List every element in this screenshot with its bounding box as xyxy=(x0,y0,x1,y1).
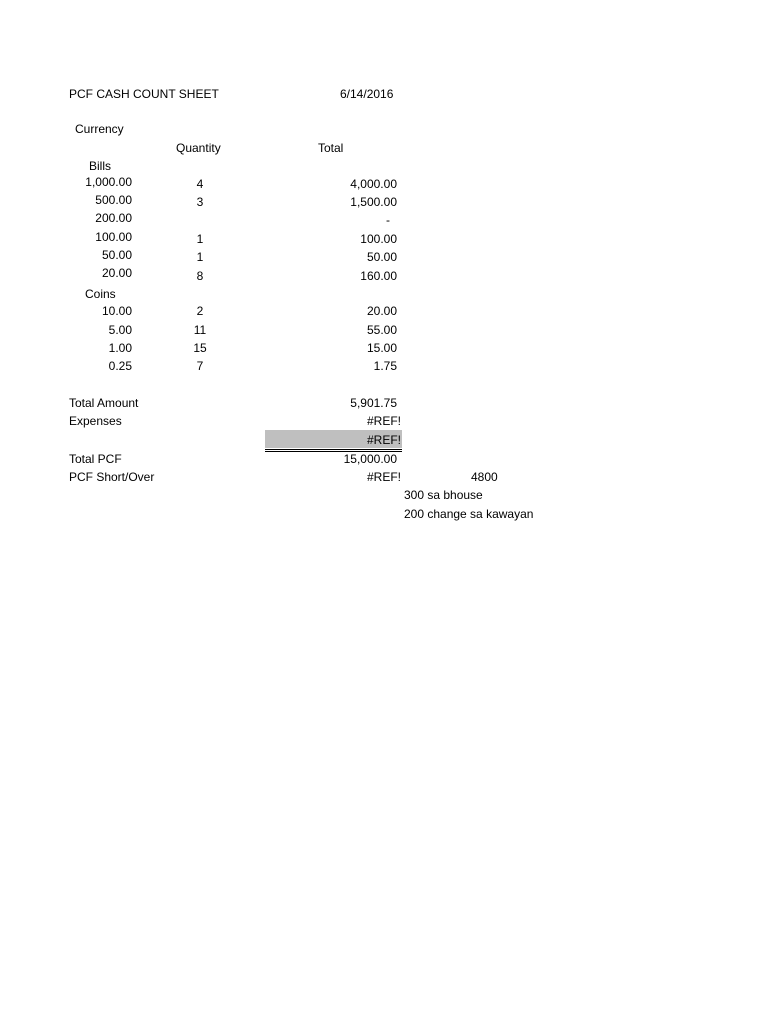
coin-quantity: 2 xyxy=(196,304,204,318)
sheet-date: 6/14/2016 xyxy=(340,87,394,101)
sheet-title: PCF CASH COUNT SHEET xyxy=(69,87,219,101)
bill-total: 1,500.00 xyxy=(350,195,397,209)
total-amount-label: Total Amount xyxy=(69,396,139,410)
bills-label: Bills xyxy=(89,159,112,173)
note-line: 200 change sa kawayan xyxy=(404,507,534,521)
bill-quantity: 1 xyxy=(196,232,204,246)
coin-total: 15.00 xyxy=(366,341,397,355)
note-line: 300 sa bhouse xyxy=(404,488,483,502)
expenses-label: Expenses xyxy=(69,414,122,428)
coins-label: Coins xyxy=(85,287,116,301)
expenses-value: #REF! xyxy=(366,414,401,428)
bill-denomination: 20.00 xyxy=(101,266,132,280)
bill-total: - xyxy=(386,213,390,227)
bill-denomination: 50.00 xyxy=(101,248,132,262)
subtotal-value: #REF! xyxy=(366,433,401,447)
bill-quantity: 1 xyxy=(196,250,204,264)
coin-denomination: 10.00 xyxy=(101,304,132,318)
bill-denomination: 100.00 xyxy=(95,230,132,244)
coin-denomination: 0.25 xyxy=(108,359,132,373)
total-pcf-label: Total PCF xyxy=(69,452,122,466)
short-over-value: #REF! xyxy=(366,470,401,484)
bill-total: 4,000.00 xyxy=(350,177,397,191)
coin-total: 1.75 xyxy=(373,359,397,373)
total-header: Total xyxy=(318,141,344,155)
currency-label: Currency xyxy=(75,122,124,136)
bill-denomination: 200.00 xyxy=(95,211,132,225)
double-underline-top xyxy=(265,449,402,450)
bill-quantity: 3 xyxy=(196,195,204,209)
bill-quantity: 8 xyxy=(196,269,204,283)
bill-denomination: 500.00 xyxy=(95,193,132,207)
bill-total: 50.00 xyxy=(366,250,397,264)
coin-total: 55.00 xyxy=(366,323,397,337)
short-over-label: PCF Short/Over xyxy=(69,470,155,484)
coin-denomination: 1.00 xyxy=(108,341,132,355)
note-amount: 4800 xyxy=(471,470,498,484)
bill-total: 160.00 xyxy=(360,269,397,283)
total-amount-value: 5,901.75 xyxy=(350,396,397,410)
bill-quantity: 4 xyxy=(196,177,204,191)
total-pcf-value: 15,000.00 xyxy=(343,452,397,466)
quantity-header: Quantity xyxy=(176,141,221,155)
coin-denomination: 5.00 xyxy=(108,323,132,337)
coin-total: 20.00 xyxy=(366,304,397,318)
bill-denomination: 1,000.00 xyxy=(85,175,132,189)
coin-quantity: 15 xyxy=(193,341,207,355)
coin-quantity: 11 xyxy=(193,323,207,337)
coin-quantity: 7 xyxy=(196,359,204,373)
bill-total: 100.00 xyxy=(360,232,397,246)
